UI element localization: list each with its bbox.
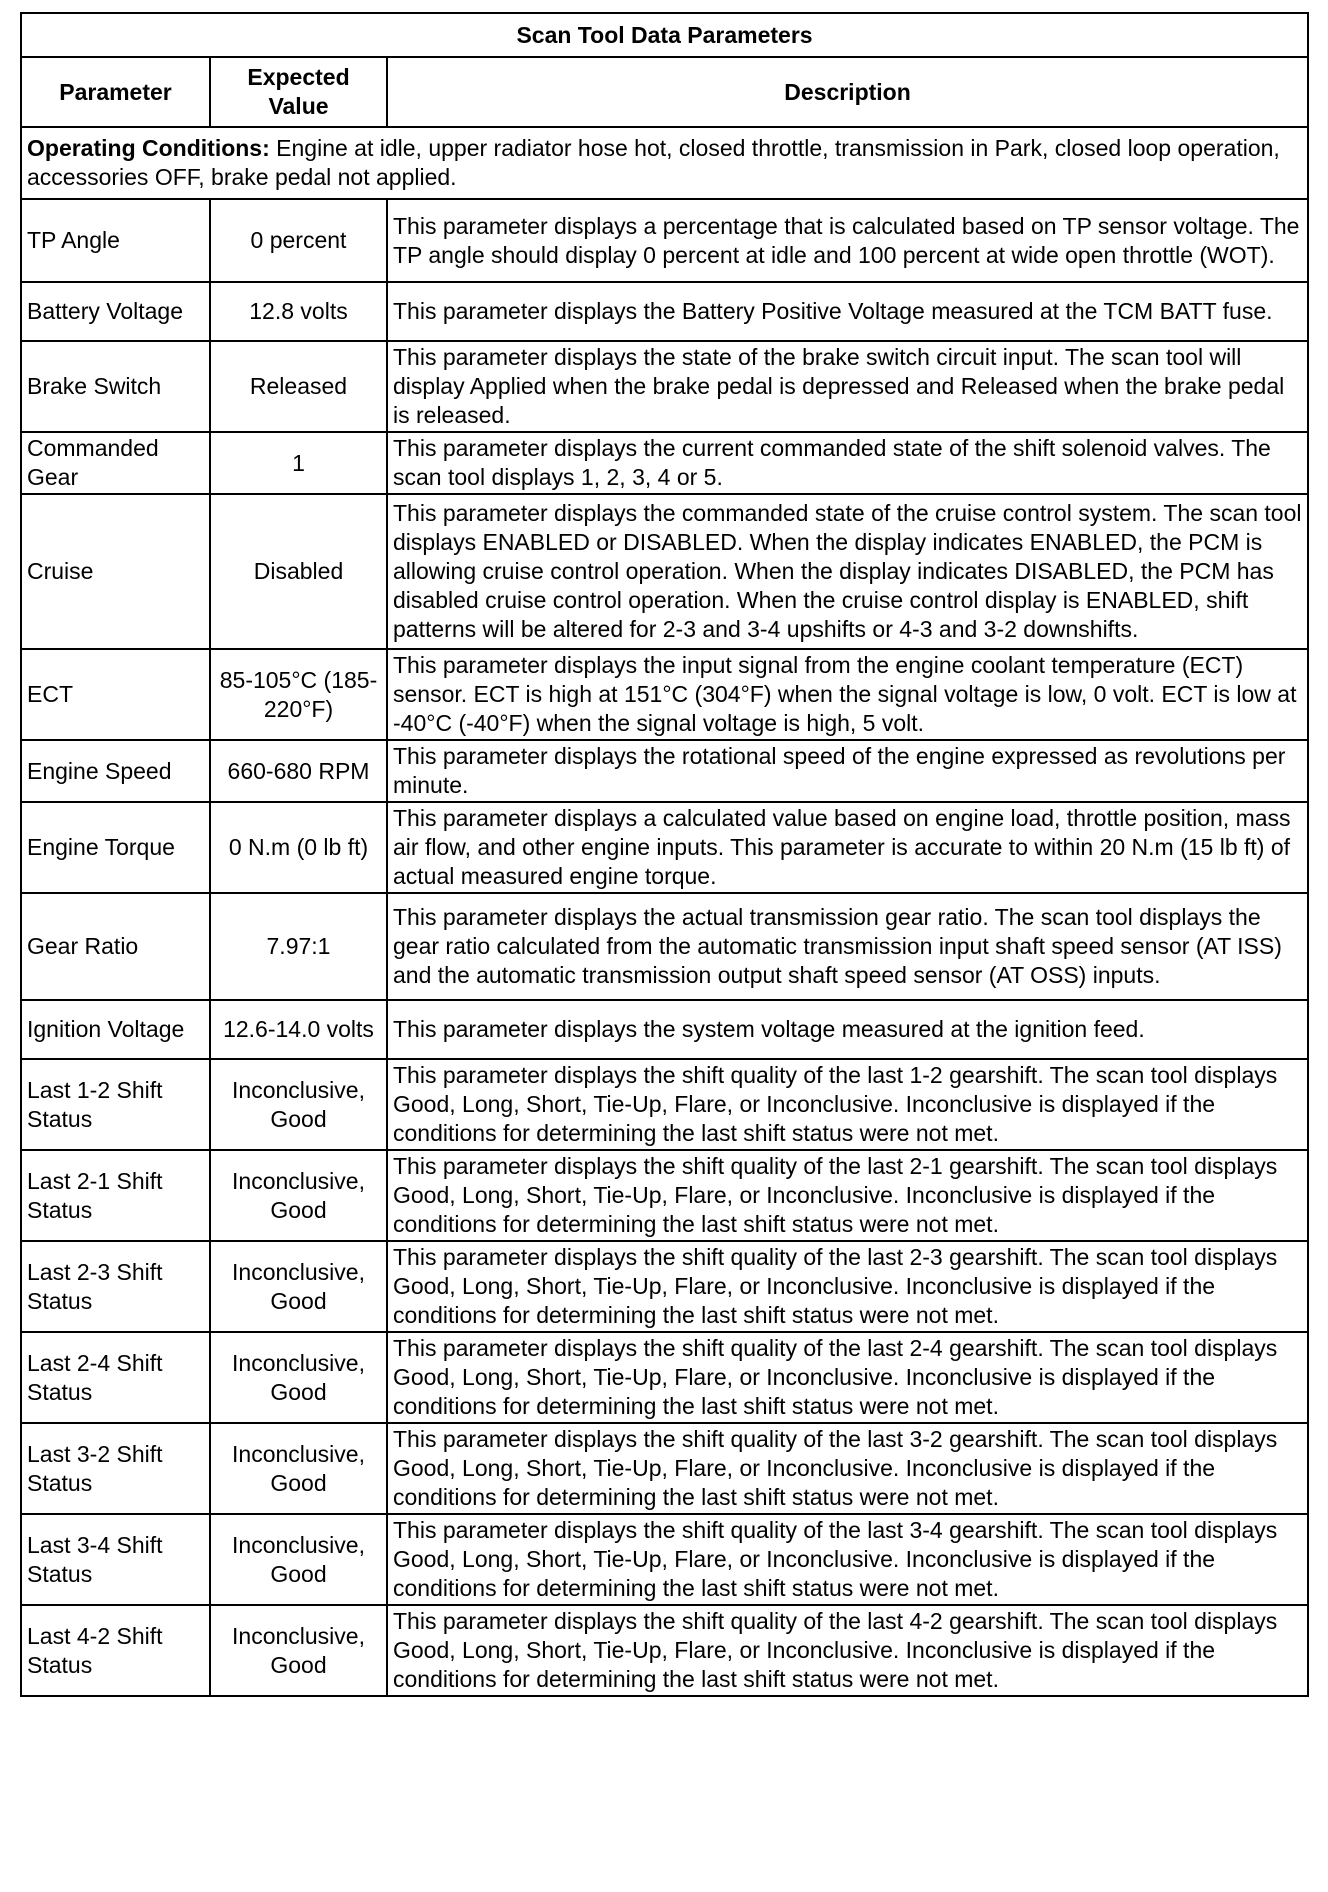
parameter-cell: Cruise (21, 494, 210, 649)
expected-value-cell: Inconclusive, Good (210, 1150, 387, 1241)
table-row (21, 893, 1308, 1000)
table-title: Scan Tool Data Parameters (21, 13, 1308, 57)
expected-value-cell: Inconclusive, Good (210, 1059, 387, 1150)
parameter-cell: Ignition Voltage (21, 1000, 210, 1059)
parameter-cell: Last 2-3 Shift Status (21, 1241, 210, 1332)
expected-value-cell: 0 percent (210, 199, 387, 282)
table-row (21, 341, 1308, 432)
scan-tool-data-table (20, 12, 1309, 1697)
table-row (21, 494, 1308, 649)
parameter-cell: Last 3-4 Shift Status (21, 1514, 210, 1605)
description-cell: This parameter displays the shift quality of the last 3-2 gearshift. The scan tool displays Good, Long, Short, Tie-Up, Flare, or Inconclusive. Inconclusive is displayed if the conditions for determining the last shift status were not met. (387, 1423, 1308, 1514)
description-cell: This parameter displays the shift quality of the last 2-3 gearshift. The scan tool displays Good, Long, Short, Tie-Up, Flare, or Inconclusive. Inconclusive is displayed if the conditions for determining the last shift status were not met. (387, 1241, 1308, 1332)
description-cell: This parameter displays the input signal from the engine coolant temperature (ECT) sensor. ECT is high at 151°C (304°F) when the signal voltage is low, 0 volt. ECT is low at -40°C (-40°F) when the signal voltage is high, 5 volt. (387, 649, 1308, 740)
description-cell: This parameter displays the shift quality of the last 1-2 gearshift. The scan tool displays Good, Long, Short, Tie-Up, Flare, or Inconclusive. Inconclusive is displayed if the conditions for determining the last shift status were not met. (387, 1059, 1308, 1150)
table-row (21, 649, 1308, 740)
parameter-cell: Last 2-4 Shift Status (21, 1332, 210, 1423)
table-title-row (21, 13, 1308, 57)
parameter-cell: Engine Speed (21, 740, 210, 802)
description-cell: This parameter displays the shift quality of the last 3-4 gearshift. The scan tool displays Good, Long, Short, Tie-Up, Flare, or Inconclusive. Inconclusive is displayed if the conditions for determining the last shift status were not met. (387, 1514, 1308, 1605)
expected-value-cell: Inconclusive, Good (210, 1241, 387, 1332)
description-cell: This parameter displays the shift quality of the last 2-4 gearshift. The scan tool displays Good, Long, Short, Tie-Up, Flare, or Inconclusive. Inconclusive is displayed if the conditions for determining the last shift status were not met. (387, 1332, 1308, 1423)
parameter-cell: Brake Switch (21, 341, 210, 432)
expected-value-cell: Released (210, 341, 387, 432)
parameter-cell: ECT (21, 649, 210, 740)
table-header-row (21, 57, 1308, 127)
expected-value-cell: 0 N.m (0 lb ft) (210, 802, 387, 893)
expected-value-cell: 1 (210, 432, 387, 494)
expected-value-cell: 660-680 RPM (210, 740, 387, 802)
description-cell: This parameter displays the shift quality of the last 2-1 gearshift. The scan tool displays Good, Long, Short, Tie-Up, Flare, or Inconclusive. Inconclusive is displayed if the conditions for determining the last shift status were not met. (387, 1150, 1308, 1241)
description-cell: This parameter displays the current commanded state of the shift solenoid valves. The scan tool displays 1, 2, 3, 4 or 5. (387, 432, 1308, 494)
table-row (21, 1605, 1308, 1696)
parameter-cell: Last 3-2 Shift Status (21, 1423, 210, 1514)
expected-value-cell: Inconclusive, Good (210, 1332, 387, 1423)
expected-value-cell: Disabled (210, 494, 387, 649)
table-body (21, 13, 1308, 1696)
table-row (21, 432, 1308, 494)
expected-value-cell: Inconclusive, Good (210, 1605, 387, 1696)
table-row (21, 1332, 1308, 1423)
parameter-cell: Last 4-2 Shift Status (21, 1605, 210, 1696)
expected-value-cell: 7.97:1 (210, 893, 387, 1000)
table-row (21, 1241, 1308, 1332)
table-row (21, 802, 1308, 893)
description-cell: This parameter displays the state of the brake switch circuit input. The scan tool will display Applied when the brake pedal is depressed and Released when the brake pedal is released. (387, 341, 1308, 432)
table-row (21, 1000, 1308, 1059)
table-row (21, 199, 1308, 282)
expected-value-cell: 12.8 volts (210, 282, 387, 341)
parameter-cell: Commanded Gear (21, 432, 210, 494)
parameter-cell: Last 2-1 Shift Status (21, 1150, 210, 1241)
parameter-cell: Last 1-2 Shift Status (21, 1059, 210, 1150)
header-parameter: Parameter (21, 57, 210, 127)
operating-conditions-label: Operating Conditions: (27, 135, 270, 161)
table-row (21, 1059, 1308, 1150)
description-cell: This parameter displays the commanded state of the cruise control system. The scan tool displays ENABLED or DISABLED. When the display indicates ENABLED, the PCM is allowing cruise control operation. When the display indicates DISABLED, the PCM has disabled cruise control operation. When the cruise control display is ENABLED, shift patterns will be altered for 2-3 and 3-4 upshifts or 4-3 and 3-2 downshifts. (387, 494, 1308, 649)
parameter-cell: Engine Torque (21, 802, 210, 893)
operating-conditions-row (21, 127, 1308, 199)
description-cell: This parameter displays the shift quality of the last 4-2 gearshift. The scan tool displays Good, Long, Short, Tie-Up, Flare, or Inconclusive. Inconclusive is displayed if the conditions for determining the last shift status were not met. (387, 1605, 1308, 1696)
table-row (21, 1514, 1308, 1605)
table-row (21, 1150, 1308, 1241)
description-cell: This parameter displays the system voltage measured at the ignition feed. (387, 1000, 1308, 1059)
operating-conditions-text: Engine at idle, upper radiator hose hot, closed throttle, transmission in Park, closed loop operation, accessories OFF, brake pedal not applied. (27, 135, 1280, 190)
description-cell: This parameter displays a percentage that is calculated based on TP sensor voltage. The TP angle should display 0 percent at idle and 100 percent at wide open throttle (WOT). (387, 199, 1308, 282)
table-row (21, 740, 1308, 802)
parameter-cell: TP Angle (21, 199, 210, 282)
expected-value-cell: Inconclusive, Good (210, 1514, 387, 1605)
description-cell: This parameter displays the actual transmission gear ratio. The scan tool displays the gear ratio calculated from the automatic transmission input shaft speed sensor (AT ISS) and the automatic transmission output shaft speed sensor (AT OSS) inputs. (387, 893, 1308, 1000)
description-cell: This parameter displays a calculated value based on engine load, throttle position, mass air flow, and other engine inputs. This parameter is accurate to within 20 N.m (15 lb ft) of actual measured engine torque. (387, 802, 1308, 893)
header-expected-value: Expected Value (210, 57, 387, 127)
description-cell: This parameter displays the rotational speed of the engine expressed as revolutions per minute. (387, 740, 1308, 802)
expected-value-cell: 85-105°C (185-220°F) (210, 649, 387, 740)
table-row (21, 282, 1308, 341)
expected-value-cell: Inconclusive, Good (210, 1423, 387, 1514)
table-row (21, 1423, 1308, 1514)
expected-value-cell: 12.6-14.0 volts (210, 1000, 387, 1059)
parameter-cell: Battery Voltage (21, 282, 210, 341)
operating-conditions (21, 127, 1308, 199)
description-cell: This parameter displays the Battery Positive Voltage measured at the TCM BATT fuse. (387, 282, 1308, 341)
parameter-cell: Gear Ratio (21, 893, 210, 1000)
header-description: Description (387, 57, 1308, 127)
